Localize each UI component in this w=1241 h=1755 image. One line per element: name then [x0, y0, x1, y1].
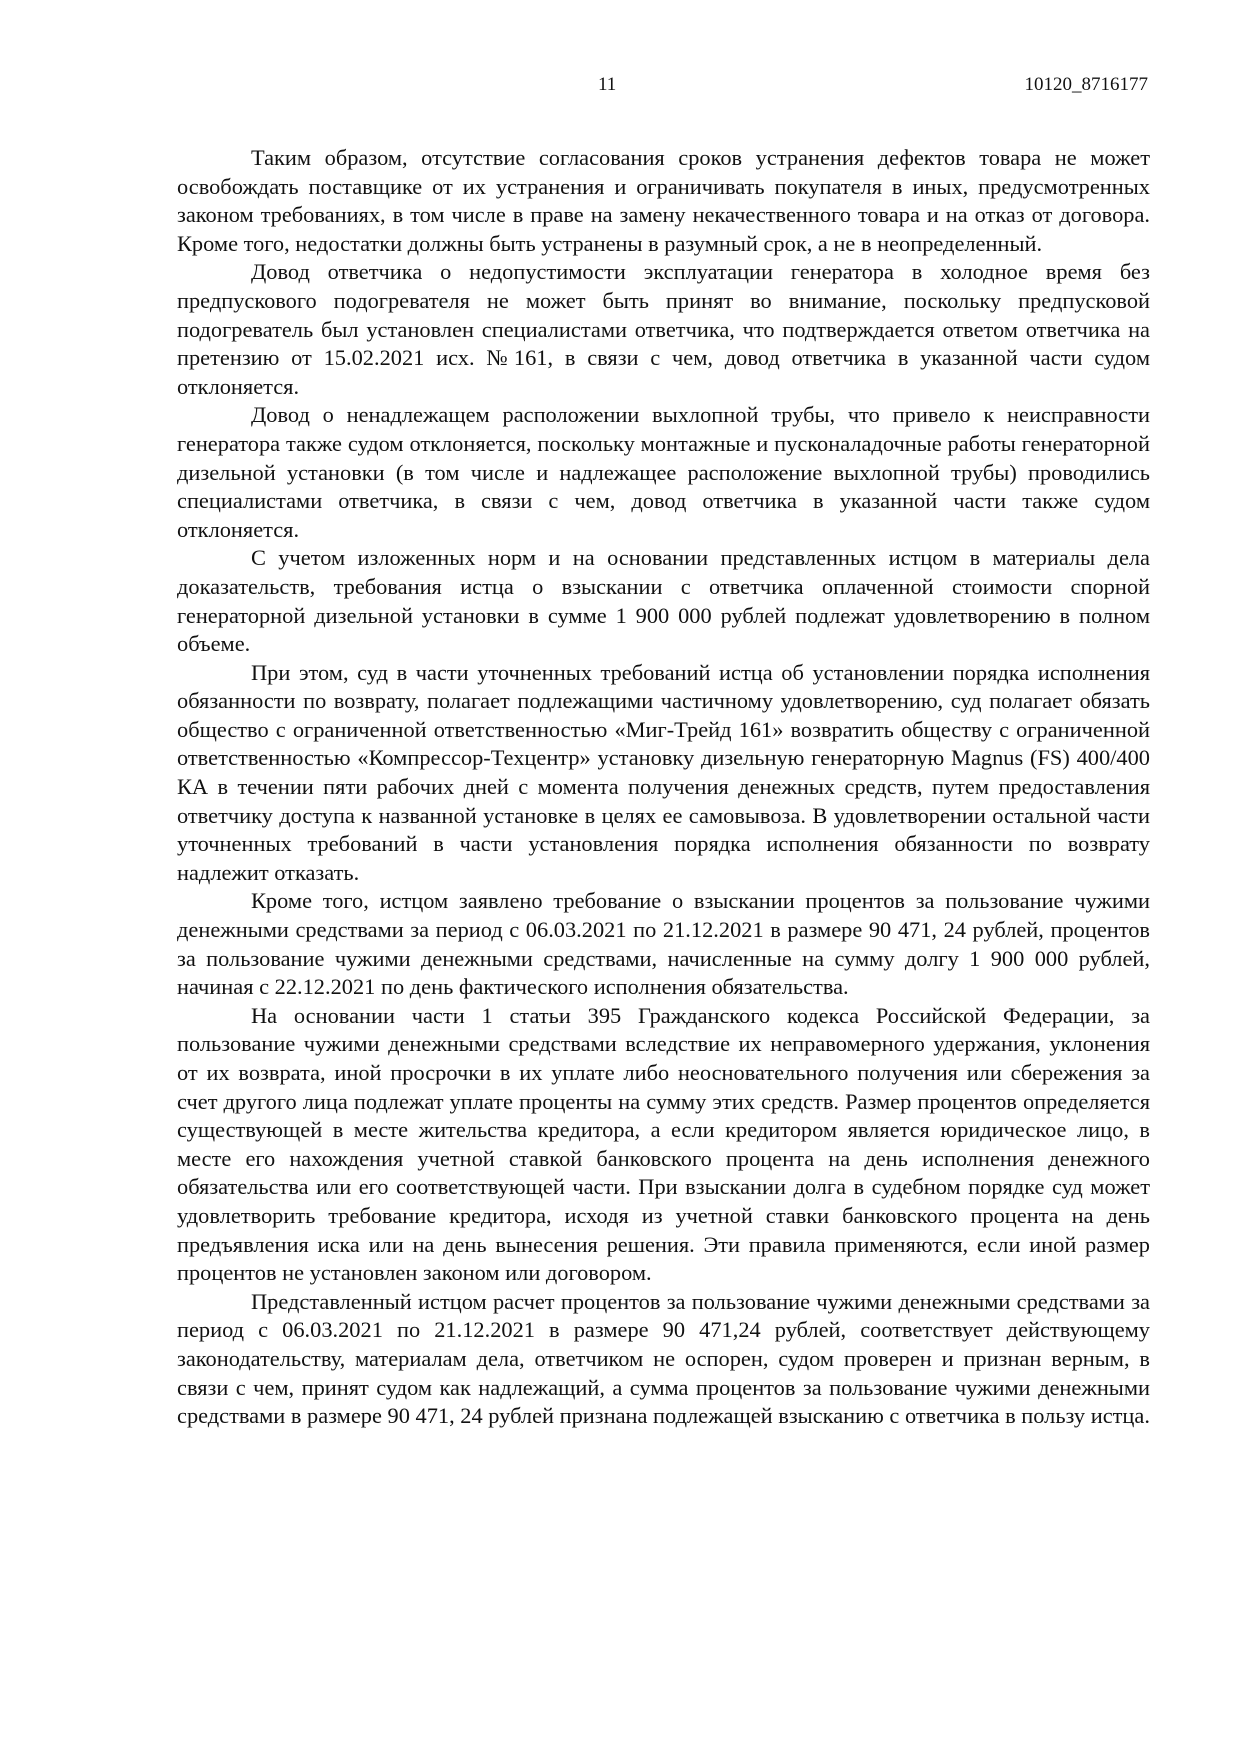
document-id: 10120_8716177: [1024, 74, 1148, 95]
paragraph-defects-terms: Таким образом, отсутствие согласования сроков устранения дефектов товара не может освобождать поставщике от их устранения и ограничивать покупателя в иных, предусмотренных законом требованиях, в том числе в праве на замену некачественного товара и на отказ от договора. Кроме того, недостатки должны быть устранены в разумный срок, а не в неопределенный.: [177, 145, 1150, 256]
document-body: [177, 144, 1150, 1431]
paragraph-interest-calculation: Представленный истцом расчет процентов за пользование чужими денежными средствами за период с 06.03.2021 по 21.12.2021 в размере 90 471,24 рублей, соответствует действующему законодательству, материалам дела, ответчиком не оспорен, судом проверен и признан верным, в связи с чем, принят судом как надлежащий, а сумма процентов за пользование чужими денежными средствами в размере 90 471, 24 рублей признана подлежащей взысканию с ответчика в пользу истца.: [177, 1288, 1150, 1429]
page-number: 11: [598, 74, 617, 95]
paragraph-exhaust-pipe: Довод о ненадлежащем расположении выхлопной трубы, что привело к неисправности генератора также судом отклоняется, поскольку монтажные и пусконаладочные работы генераторной дизельной установки (в том числе и надлежащее расположение выхлопной трубы) проводились специалистами ответчика, в связи с чем, довод ответчика в указанной части также судом отклоняется.: [177, 402, 1150, 542]
paragraph-interest-claim: Кроме того, истцом заявлено требование о взыскании процентов за пользование чужими денежными средствами за период с 06.03.2021 по 21.12.2021 в размере 90 471, 24 рублей, процентов за пользование чужими денежными средствами, начисленные на сумму долгу 1 900 000 рублей, начиная с 22.12.2021 по день фактического исполнения обязательства.: [177, 888, 1150, 1000]
page-header: [0, 74, 1241, 104]
paragraph-preheater: Довод ответчика о недопустимости эксплуатации генератора в холодное время без предпускового подогревателя не может быть принят во внимание, поскольку предпусковой подогреватель был установлен специалистами ответчика, что подтверждается ответом ответчика на претензию от 15.02.2021 исх. №161, в связи с чем, довод ответчика в указанной части судом отклоняется.: [177, 259, 1150, 399]
paragraph-article-395: На основании части 1 статьи 395 Гражданского кодекса Российской Федерации, за пользование чужими денежными средствами вследствие их неправомерного удержания, уклонения от их возврата, иной просрочки в их уплате либо неосновательного получения или сбережения за счет другого лица подлежат уплате проценты на сумму этих средств. Размер процентов определяется существующей в месте жительства кредитора, а если кредитором является юридическое лицо, в месте его нахождения учетной ставкой банковского процента на день исполнения денежного обязательства или его соответствующей части. При взыскании долга в судебном порядке суд может удовлетворить требование кредитора, исходя из учетной ставки банковского процента на день предъявления иска или на день вынесения решения. Эти правила применяются, если иной размер процентов не установлен законом или договором.: [177, 1002, 1150, 1286]
paragraph-return-procedure: При этом, суд в части уточненных требований истца об установлении порядка исполнения обязанности по возврату, полагает подлежащими частичному удовлетворению, суд полагает обязать общество с ограниченной ответственностью «Миг-Трейд 161» возвратить обществу с ограниченной ответственностью «Компрессор-Техцентр» установку дизельную генераторную Magnus (FS) 400/400 КА в течении пяти рабочих дней с момента получения денежных средств, путем предоставления ответчику доступа к названной установке в целях ее самовывоза. В удовлетворении остальной части уточненных требований в части установления порядка исполнения обязанности по возврату надлежит отказать.: [177, 659, 1150, 885]
paragraph-claim-satisfied: С учетом изложенных норм и на основании представленных истцом в материалы дела доказательств, требования истца о взыскании с ответчика оплаченной стоимости спорной генераторной дизельной установки в сумме 1 900 000 рублей подлежат удовлетворению в полном объеме.: [177, 545, 1150, 657]
